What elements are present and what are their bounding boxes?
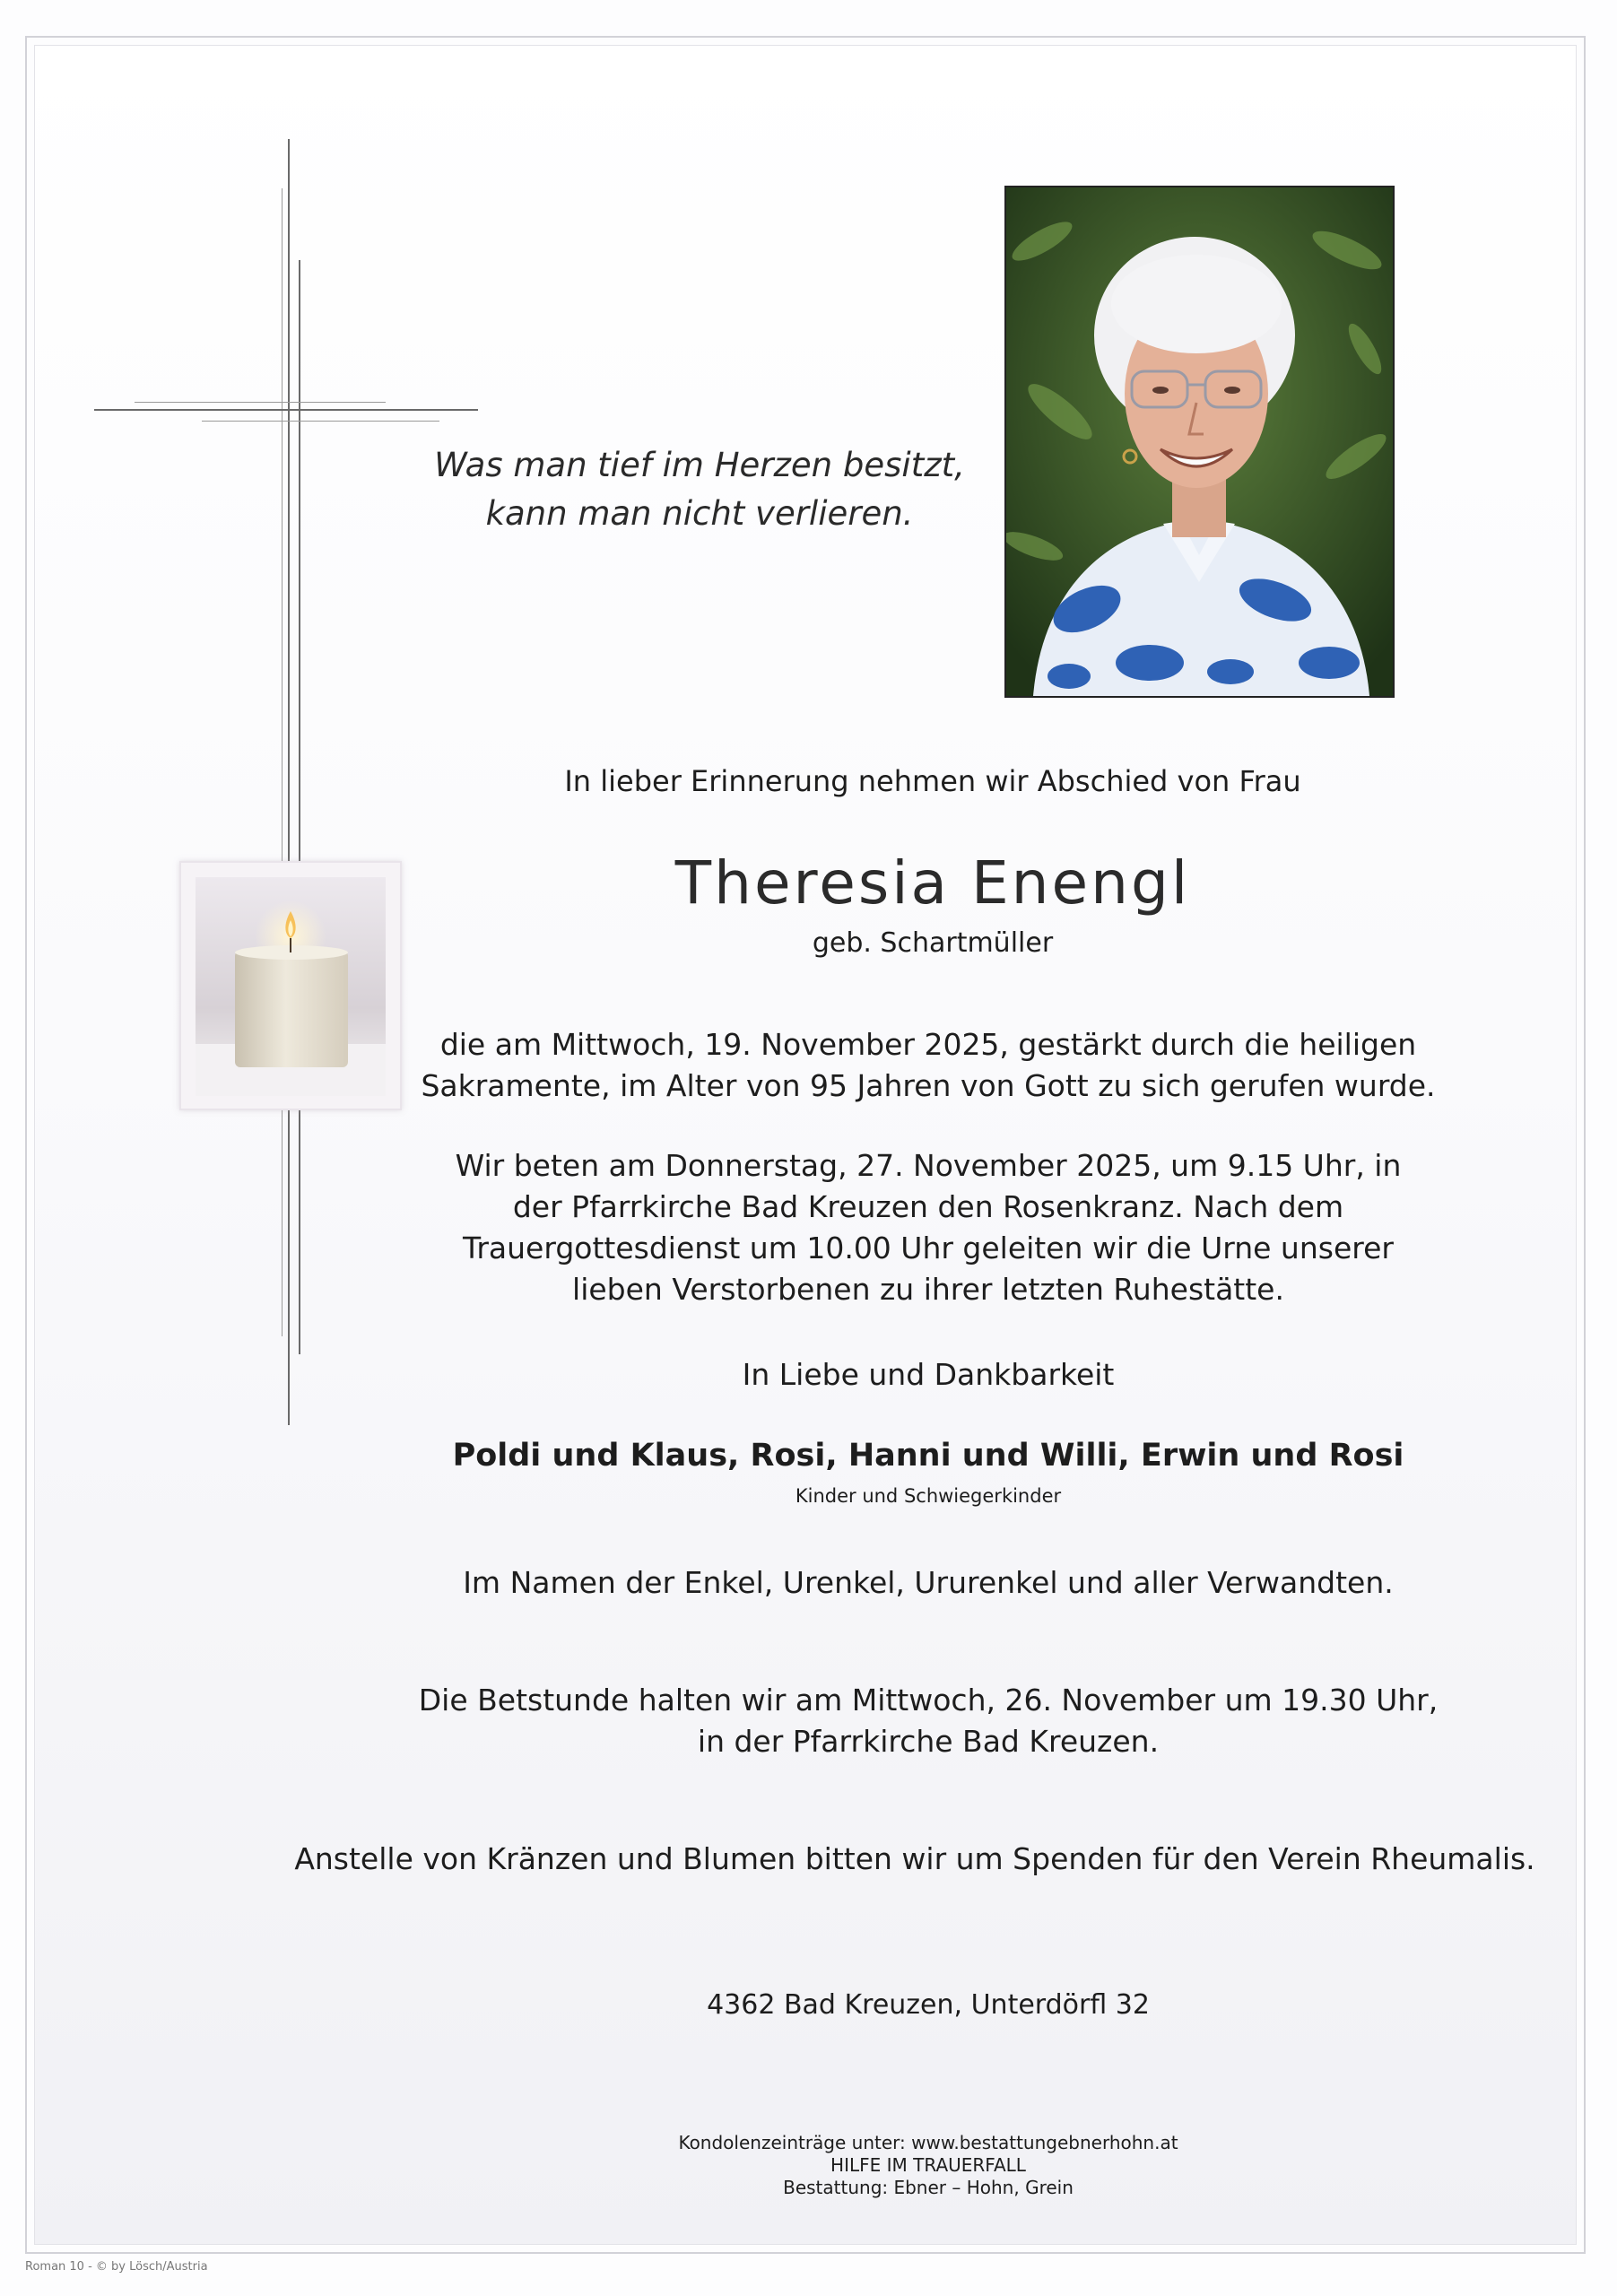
imprint: Roman 10 - © by Lösch/Austria bbox=[25, 2260, 208, 2274]
service-details bbox=[332, 1145, 1525, 1310]
funeral-home-footer bbox=[332, 2132, 1525, 2199]
prayer-line-1: Die Betstunde halten wir am Mittwoch, 26. November um 19.30 Uhr, bbox=[418, 1683, 1439, 1718]
service-line-1: Wir beten am Donnerstag, 27. November 2025, um 9.15 Uhr, in bbox=[455, 1148, 1402, 1183]
service-line-4: lieben Verstorbenen zu ihrer letzten Ruhestätte. bbox=[572, 1272, 1284, 1307]
prayer-hour bbox=[332, 1680, 1525, 1762]
condolence-link-line: Kondolenzeinträge unter: www.bestattungebnerhohn.at bbox=[678, 2132, 1178, 2153]
verse-line-2: kann man nicht verlieren. bbox=[485, 494, 914, 533]
verse-line-1: Was man tief im Herzen besitzt, bbox=[434, 446, 965, 484]
family-relation: Kinder und Schwiegerkinder bbox=[795, 1485, 1062, 1507]
verse bbox=[399, 441, 1000, 538]
birth-name: geb. Schartmüller bbox=[812, 927, 1054, 959]
death-notice-line-1: die am Mittwoch, 19. November 2025, gestärkt durch die heiligen bbox=[439, 1027, 1417, 1062]
deceased-name: Theresia Enengl bbox=[674, 848, 1191, 918]
service-line-3: Trauergottesdienst um 10.00 Uhr geleiten wir die Urne unserer bbox=[463, 1231, 1394, 1265]
donation-request: Anstelle von Kränzen und Blumen bitten wir um Spenden für den Verein Rheumalis. bbox=[294, 1841, 1535, 1876]
address: 4362 Bad Kreuzen, Unterdörfl 32 bbox=[707, 1989, 1150, 2021]
prayer-line-2: in der Pfarrkirche Bad Kreuzen. bbox=[697, 1724, 1160, 1759]
family-names: Poldi und Klaus, Rosi, Hanni und Willi, Erwin und Rosi bbox=[452, 1438, 1404, 1474]
death-notice bbox=[332, 1024, 1525, 1107]
undertaker-line: Bestattung: Ebner – Hohn, Grein bbox=[783, 2177, 1074, 2198]
service-line-2: der Pfarrkirche Bad Kreuzen den Rosenkranz. Nach dem bbox=[512, 1189, 1344, 1224]
death-notice-line-2: Sakramente, im Alter von 95 Jahren von Gott zu sich gerufen wurde. bbox=[421, 1068, 1436, 1103]
help-line: HILFE IM TRAUERFALL bbox=[830, 2154, 1026, 2176]
relatives-text: Im Namen der Enkel, Urenkel, Ururenkel und aller Verwandten. bbox=[463, 1565, 1394, 1600]
intro-text: In lieber Erinnerung nehmen wir Abschied von Frau bbox=[564, 764, 1301, 798]
thanks-text: In Liebe und Dankbarkeit bbox=[742, 1357, 1115, 1392]
portrait-photo bbox=[1004, 186, 1395, 698]
